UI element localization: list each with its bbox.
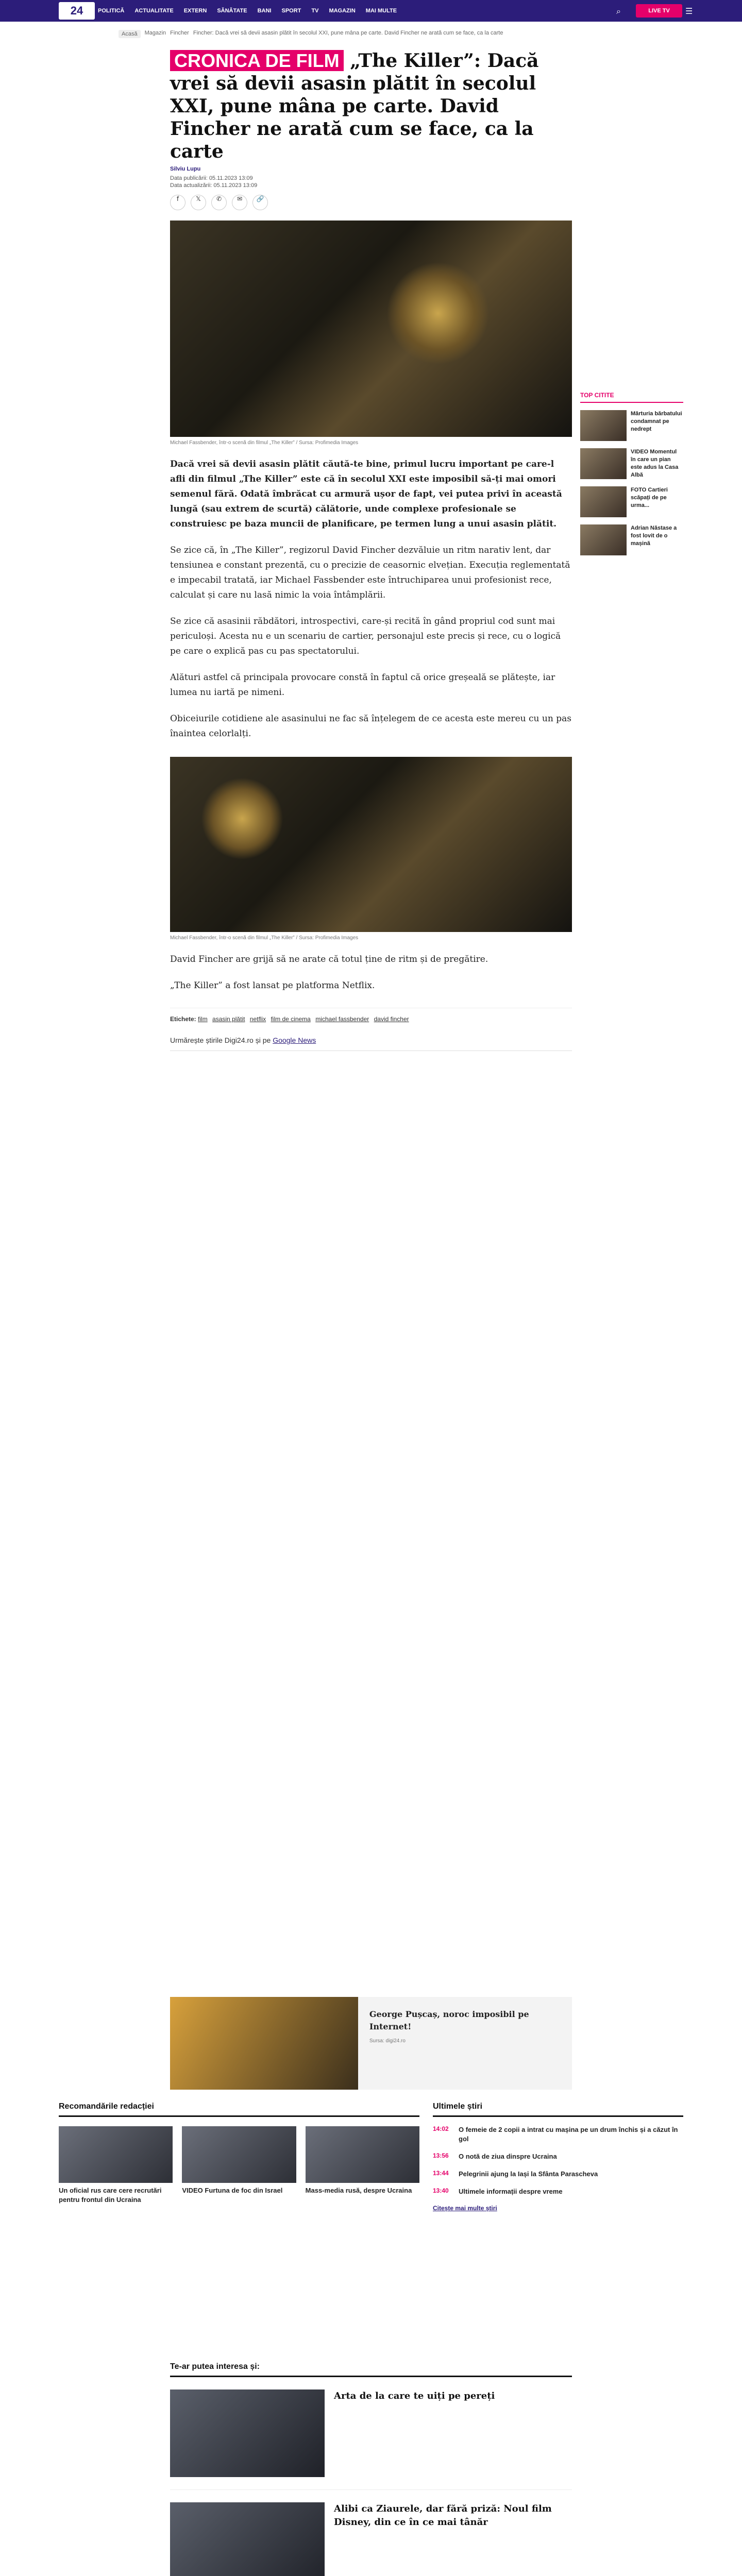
latest-item[interactable] <box>433 2170 683 2179</box>
breadcrumb-item: Fincher: Dacă vrei să devii asasin plătit în secolul XXI, pune mâna pe carte. David Fincher ne arată cum se face, ca la carte <box>193 30 503 36</box>
paragraph: Dacă vrei să devii asasin plătit căută-te bine, primul lucru important pe care-l afli din filmul „The Killer” este că în secolul XXI este imposibil să-ți mai omori semenul fără. Odată îmbrăcat cu armură ușor de fapt, vei putea privi în această lungă (sau extrem de scurtă) călătorie, unde complexe profesionale se construiesc pe baza muncii de planificare, pe termen lung a unui asasin plătit. <box>170 459 562 529</box>
tag-link[interactable]: film <box>198 1015 208 1023</box>
promo-text <box>358 1997 572 2090</box>
card-image <box>306 2126 419 2183</box>
latest-time: 13:56 <box>433 2152 449 2159</box>
promo-banner[interactable] <box>170 1997 572 2090</box>
nav-item[interactable]: TV <box>311 8 319 14</box>
card-image <box>182 2126 296 2183</box>
latest-text: Ultimele informații despre vreme <box>459 2188 563 2195</box>
photo-caption: Michael Fassbender, într-o scenă din filmul „The Killer” / Sursa: Profimedia Images <box>170 440 359 446</box>
paragraph: Se zice că asasinii răbdători, introspectivi, care-și recită în gând propriul cod sunt mai periculoși. Acesta nu e un scenariu de cartier, personajul este precis și rece, cu o logică pe care o explică pas cu pas spectatorului. <box>170 616 561 656</box>
tags-list <box>170 1008 572 1023</box>
interest-title: Te-ar putea interesa și: <box>170 2362 572 2377</box>
latest-item[interactable] <box>433 2187 683 2196</box>
latest-time: 13:40 <box>433 2187 449 2194</box>
more-news-link[interactable]: Citește mai multe știri <box>433 2205 497 2212</box>
related-title: Alibi ca Ziaurele, dar fără priză: Noul film Disney, din ce în ce mai tânăr <box>334 2503 552 2528</box>
tag-link[interactable]: film de cinema <box>271 1015 311 1023</box>
category-tag[interactable]: CRONICA DE FILM <box>170 50 344 71</box>
top-read-sidebar <box>580 392 683 555</box>
paragraph: „The Killer” a fost lansat pe platforma Netflix. <box>170 980 375 991</box>
sidebar-item[interactable] <box>580 410 683 441</box>
recommend-card[interactable] <box>182 2126 296 2205</box>
search-icon[interactable]: ⌕ <box>616 6 621 16</box>
article-body-2 <box>170 952 572 993</box>
sidebar-item-text: Adrian Năstase a fost lovit de o mașină <box>631 525 677 547</box>
google-news-link[interactable]: Google News <box>273 1036 316 1044</box>
main-photo <box>170 221 572 437</box>
photo-caption: Michael Fassbender, într-o scenă din filmul „The Killer” / Sursa: Profimedia Images <box>170 935 359 941</box>
sidebar-item[interactable] <box>580 486 683 517</box>
nav-item[interactable]: SĂNĂTATE <box>217 8 247 14</box>
sidebar-title: TOP CITITE <box>580 392 683 403</box>
sidebar-item-text: FOTO Cartieri scăpați de pe urma... <box>631 487 668 509</box>
promo-image <box>170 1997 358 2090</box>
tags-label: Etichete: <box>170 1015 196 1023</box>
share-bar <box>170 195 572 210</box>
article <box>170 49 572 2044</box>
article-body <box>170 457 572 741</box>
breadcrumb-item[interactable]: Fincher <box>170 30 189 36</box>
menu-icon[interactable]: ☰ <box>685 6 693 16</box>
sidebar-item[interactable] <box>580 524 683 555</box>
whatsapp-icon[interactable]: ✆ <box>211 195 227 210</box>
recommend-title: Recomandările redacției <box>59 2102 419 2117</box>
follow-text: Urmărește știrile Digi24.ro și pe <box>170 1036 271 1044</box>
updated-date: Data actualizării: 05.11.2023 13:09 <box>170 182 258 189</box>
facebook-icon[interactable]: f <box>170 195 185 210</box>
sidebar-thumb <box>580 448 627 479</box>
latest-title: Ultimele știri <box>433 2102 683 2117</box>
article-meta <box>170 166 572 172</box>
latest-news <box>433 2102 683 2212</box>
title-text: „The Killer”: Dacă vrei să devii asasin plătit în secolul XXI, pune mâna pe carte. David Fincher ne arată cum se face, ca la carte <box>170 50 539 162</box>
related-articles <box>170 2362 572 2576</box>
email-icon[interactable]: ✉ <box>232 195 247 210</box>
breadcrumb-home[interactable]: Acasă <box>119 30 141 38</box>
latest-item[interactable] <box>433 2152 683 2161</box>
related-item[interactable] <box>170 2389 572 2490</box>
breadcrumb <box>119 30 582 38</box>
nav-item[interactable]: EXTERN <box>183 8 207 14</box>
sidebar-item[interactable] <box>580 448 683 479</box>
nav-item[interactable]: ACTUALITATE <box>134 8 174 14</box>
latest-text: O notă de ziua dinspre Ucraina <box>459 2153 557 2160</box>
site-logo[interactable]: 24 <box>59 2 95 20</box>
promo-headline: George Pușcaș, noroc imposibil pe Internet! <box>369 2009 529 2031</box>
sidebar-thumb <box>580 410 627 441</box>
paragraph: Se zice că, în „The Killer”, regizorul David Fincher dezvăluie un ritm narativ lent, dar tensiunea e constant prezentă, cu o precizie de ceasornic elvețian. Execuția reglementată e impecabil tratată, iar Michael Fassbender este întruchiparea unui profesionist rece, calculat și care nu lasă nimic la voia întâmplării. <box>170 545 570 600</box>
latest-text: O femeie de 2 copii a intrat cu mașina pe un drum închis și a căzut în gol <box>459 2126 678 2143</box>
latest-text: Pelegrinii ajung la Iași la Sfânta Parascheva <box>459 2170 598 2178</box>
author-link[interactable]: Silviu Lupu <box>170 166 201 172</box>
follow-google-news <box>170 1036 572 1051</box>
sidebar-item-text: VIDEO Momentul în care un pian este adus la Casa Albă <box>631 449 679 478</box>
nav-item[interactable]: POLITICĂ <box>98 8 125 14</box>
related-title: Arta de la care te uiți pe pereți <box>334 2391 495 2401</box>
tag-link[interactable]: netflix <box>249 1015 266 1023</box>
published-date: Data publicării: 05.11.2023 13:09 <box>170 175 253 181</box>
card-title: Mass-media rusă, despre Ucraina <box>305 2187 412 2194</box>
main-nav <box>98 0 397 22</box>
photo-light <box>201 777 283 860</box>
card-title: VIDEO Furtuna de foc din Israel <box>182 2187 283 2194</box>
paragraph: David Fincher are grijă să ne arate că totul ține de ritm și de pregătire. <box>170 954 488 964</box>
related-image <box>170 2502 325 2576</box>
tag-link[interactable]: asasin plătit <box>212 1015 245 1023</box>
nav-item[interactable]: BANI <box>257 8 272 14</box>
latest-item[interactable] <box>433 2125 683 2144</box>
related-item[interactable] <box>170 2502 572 2576</box>
tag-link[interactable]: david fincher <box>374 1015 409 1023</box>
latest-time: 14:02 <box>433 2125 449 2132</box>
sidebar-thumb <box>580 524 627 555</box>
paragraph: Alături astfel că principala provocare constă în faptul că orice greșeală se plătește, iar lumea nu iartă pe nimeni. <box>170 672 555 698</box>
breadcrumb-item[interactable]: Magazin <box>144 30 166 36</box>
twitter-icon[interactable]: 𝕏 <box>191 195 206 210</box>
nav-item[interactable]: SPORT <box>281 8 301 14</box>
top-navigation <box>0 0 742 22</box>
nav-item[interactable]: MAGAZIN <box>329 8 356 14</box>
promo-source: Sursa: digi24.ro <box>369 2038 406 2044</box>
sidebar-item-text: Mărturia bărbatului condamnat pe nedrept <box>631 411 682 432</box>
card-image <box>59 2126 173 2183</box>
live-tv-button[interactable]: LIVE TV <box>636 4 682 18</box>
page-title <box>170 49 572 163</box>
recommend-grid <box>59 2126 419 2205</box>
recommend-card[interactable] <box>306 2126 419 2205</box>
nav-item[interactable]: MAI MULTE <box>365 8 397 14</box>
card-title: Un oficial rus care cere recrutări pentru frontul din Ucraina <box>59 2187 162 2204</box>
photo-light <box>386 262 490 365</box>
sidebar-thumb <box>580 486 627 517</box>
second-photo <box>170 757 572 932</box>
recommend-card[interactable] <box>59 2126 173 2205</box>
recommendations <box>59 2102 419 2205</box>
link-icon[interactable]: 🔗 <box>252 195 268 210</box>
latest-time: 13:44 <box>433 2170 449 2177</box>
related-image <box>170 2389 325 2477</box>
paragraph: Obiceiurile cotidiene ale asasinului ne fac să înțelegem de ce acesta este mereu cu un pas înaintea celorlalți. <box>170 714 571 739</box>
tag-link[interactable]: michael fassbender <box>315 1015 369 1023</box>
